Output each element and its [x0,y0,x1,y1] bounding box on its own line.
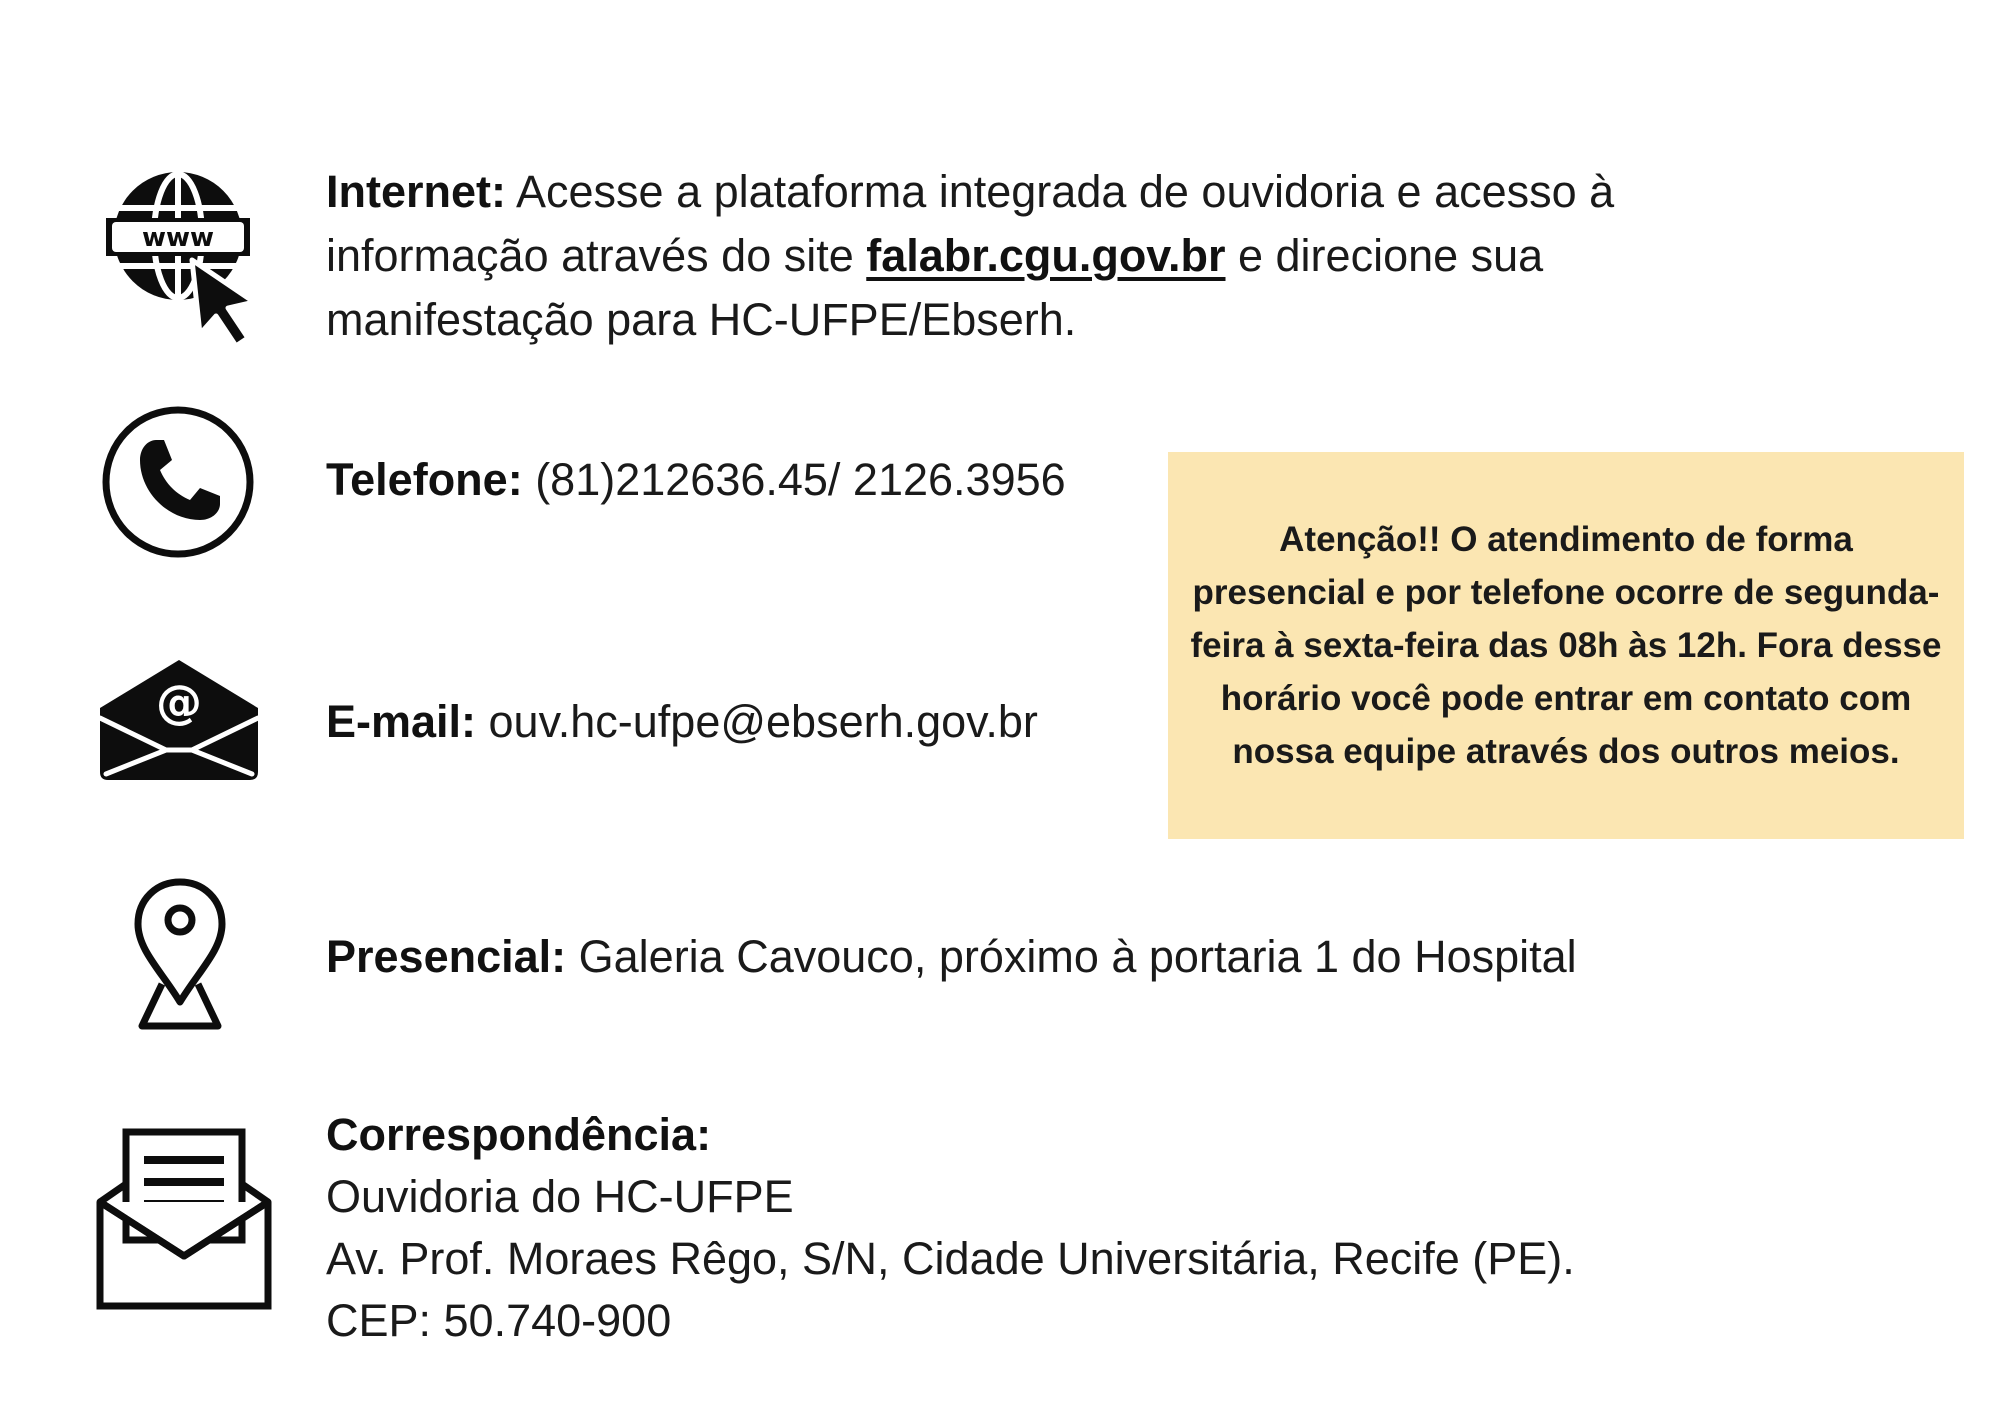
attention-notice [1168,452,1964,839]
email-text [326,690,1166,754]
email-label: E-mail: [326,696,477,747]
telefone-value: (81)212636.45/ 2126.3956 [522,454,1066,505]
www-label: www [141,223,215,253]
presencial-value: Galeria Cavouco, próximo à portaria 1 do Hospital [566,931,1577,982]
phone-icon [100,404,256,560]
correspondencia-text [326,1104,1766,1352]
telefone-text [326,448,1126,512]
correspondencia-line3: CEP: 50.740-900 [326,1295,672,1346]
correspondencia-line2: Av. Prof. Moraes Rêgo, S/N, Cidade Universitária, Recife (PE). [326,1233,1575,1284]
internet-text-after-link: e direcione sua manifestação para HC-UFPE/Ebserh. [326,230,1544,345]
correspondencia-label: Correspondência: [326,1109,712,1160]
email-value[interactable]: ouv.hc-ufpe@ebserh.gov.br [476,696,1038,747]
globe-www-cursor-icon [104,162,264,347]
internet-text-before-link: Acesse a plataforma integrada de ouvidoria e acesso à informação através do site [326,166,1615,281]
attention-notice-text: Atenção!! O atendimento de forma presencial e por telefone ocorre de segunda-feira à sexta-feira das 08h às 12h. Fora desse horário você pode entrar em contato com nossa equipe através dos outros meios. [1190,520,1942,771]
correspondencia-line1: Ouvidoria do HC-UFPE [326,1171,794,1222]
svg-text:@: @ [156,675,202,729]
email-open-at-icon [96,656,262,782]
letter-envelope-icon [94,1126,274,1312]
location-pin-icon [132,876,228,1032]
telefone-label: Telefone: [326,454,523,505]
internet-label: Internet: [326,166,506,217]
falabr-link[interactable]: falabr.cgu.gov.br [866,230,1226,281]
internet-text [326,160,1666,352]
presencial-label: Presencial: [326,931,567,982]
presencial-text [326,925,1766,989]
